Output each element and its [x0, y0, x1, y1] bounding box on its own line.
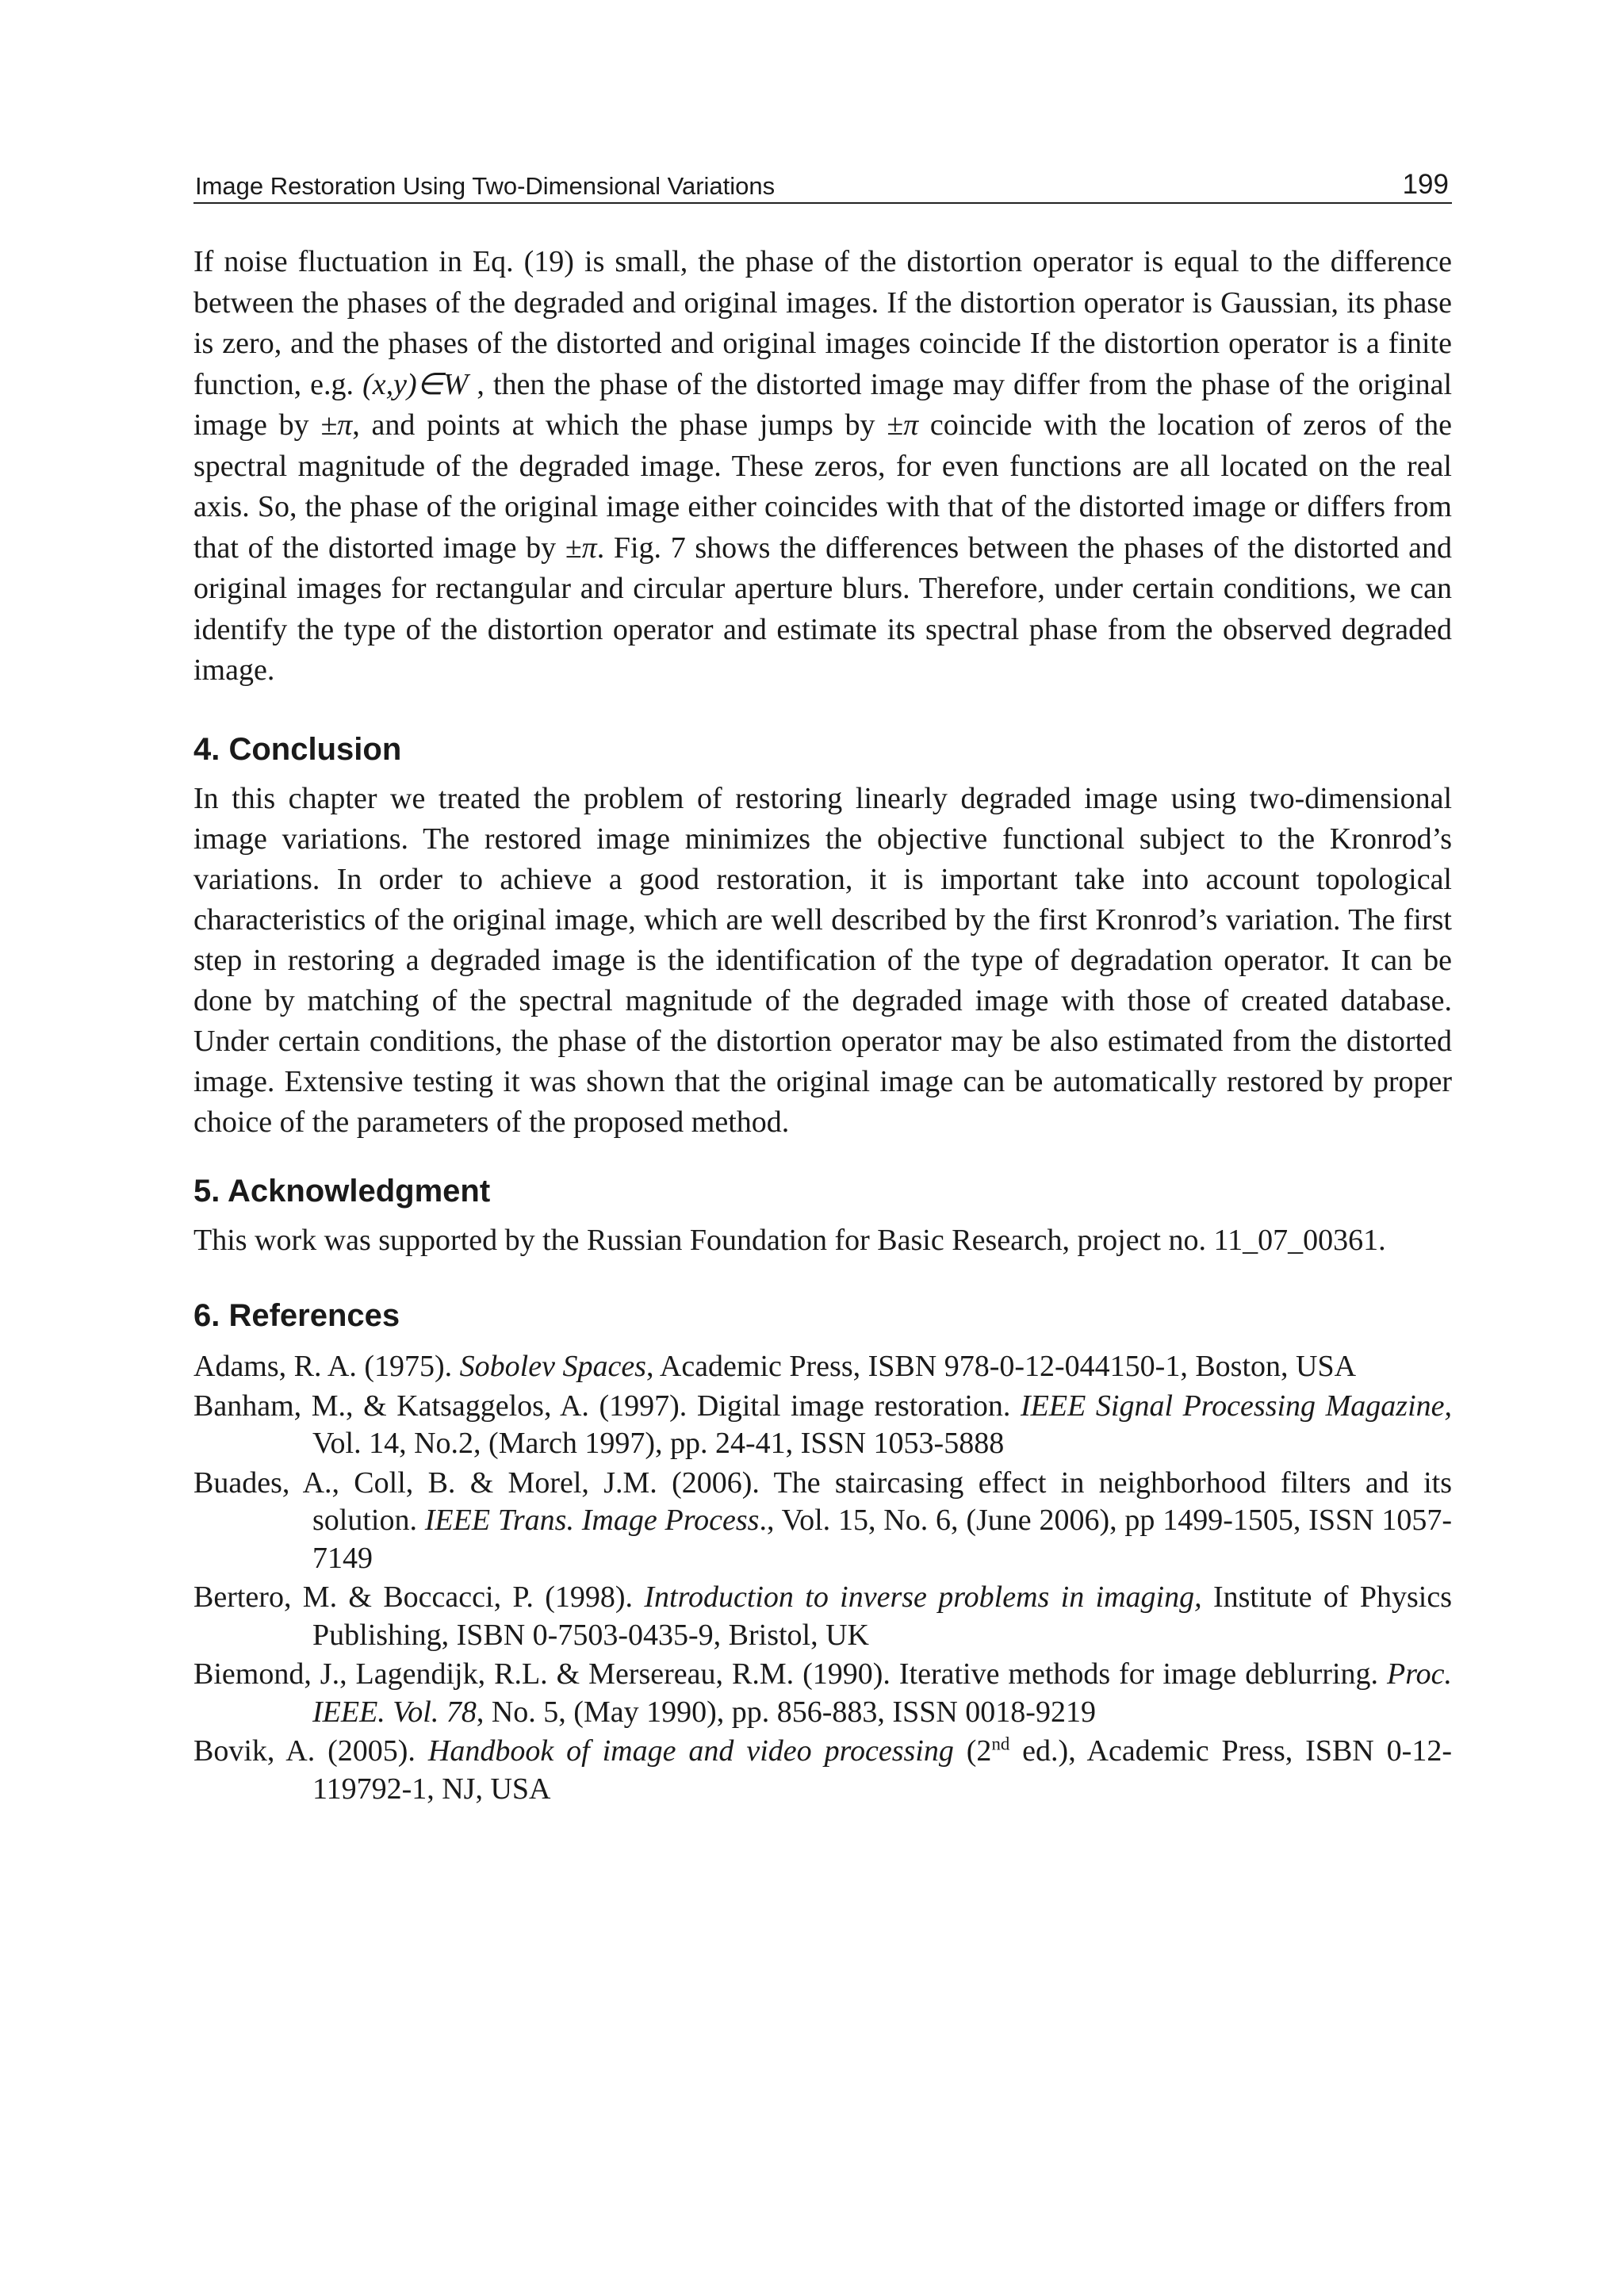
plus-minus-pi: ±π [565, 531, 597, 565]
reference-item: Banham, M., & Katsaggelos, A. (1997). Digital image restoration. IEEE Signal Processing Magazine, Vol. 14, No.2, (March 1997), pp. 24-41, ISSN 1053-5888 [193, 1389, 1452, 1460]
running-header [193, 163, 1452, 204]
intro-text-2: , then the phase of the distorted image may differ from the phase of the original image by [193, 367, 1452, 442]
reference-item: Bovik, A. (2005). Handbook of image and video processing (2nd ed.), Academic Press, ISBN 0-12-119792-1, NJ, USA [193, 1734, 1452, 1806]
reference-item: Biemond, J., Lagendijk, R.L. & Mersereau, R.M. (1990). Iterative methods for image deblurring. Proc. IEEE. Vol. 78, No. 5, (May 1990), pp. 856-883, ISSN 0018-9219 [193, 1657, 1452, 1729]
plus-minus-pi: ±π [887, 408, 919, 442]
reference-item: Bertero, M. & Boccacci, P. (1998). Introduction to inverse problems in imaging, Institute of Physics Publishing, ISBN 0-7503-0435-9, Bristol, UK [193, 1580, 1453, 1652]
plus-minus-pi: ±π [320, 408, 353, 442]
page-body [193, 242, 1452, 1810]
inline-math: (x,y)∈W [362, 367, 469, 401]
section-heading-acknowledgment: 5. Acknowledgment [193, 1173, 491, 1209]
reference-item: Adams, R. A. (1975). Sobolev Spaces, Academic Press, ISBN 978-0-12-044150-1, Boston, USA [193, 1350, 1357, 1383]
reference-list [193, 1348, 1452, 1808]
intro-text-5: . Fig. 7 shows the differences between the phases of the distorted and original images for rectangular and circular aperture blurs. Therefore, under certain conditions, we can identify the type of the distortion operator and estimate its spectral phase from the observed degraded image. [193, 531, 1452, 687]
intro-paragraph [193, 242, 1452, 692]
page-number: 199 [1402, 169, 1449, 200]
acknowledgment-paragraph: This work was supported by the Russian Foundation for Basic Research, project no. 11_07_00361. [193, 1223, 1386, 1257]
intro-text-3: , and points at which the phase jumps by [352, 408, 887, 442]
section-heading-conclusion: 4. Conclusion [193, 731, 402, 767]
intro-text-1: If noise fluctuation in Eq. (19) is small, the phase of the distortion operator is equal to the difference between the phases of the degraded and original images. If the distortion operator is Gaussian, its phase is zero, and the phases of the distorted and original images coincide If the distortion operator is a finite function, e.g. [193, 245, 1452, 401]
intro-text-4: coincide with the location of zeros of the spectral magnitude of the degraded image. These zeros, for even functions are all located on the real axis. So, the phase of the original image either coincides with that of the distorted image or differs from that of the distorted image by [193, 408, 1452, 565]
reference-item: Buades, A., Coll, B. & Morel, J.M. (2006). The staircasing effect in neighborhood filters and its solution. IEEE Trans. Image Process., Vol. 15, No. 6, (June 2006), pp 1499-1505, ISSN 1057-7149 [193, 1465, 1452, 1575]
running-title: Image Restoration Using Two-Dimensional Variations [195, 172, 776, 200]
section-heading-references: 6. References [193, 1298, 400, 1333]
conclusion-paragraph: In this chapter we treated the problem of restoring linearly degraded image using two-dimensional image variations. The restored image minimizes the objective functional subject to the Kronrod’s variations. In order to achieve a good restoration, it is important take into account topological characteristics of the original image, which are well described by the first Kronrod’s variation. The first step in restoring a degraded image is the identification of the type of degradation operator. It can be done by matching of the spectral magnitude of the degraded image with those of created database. Under certain conditions, the phase of the distortion operator may be also estimated from the distorted image. Extensive testing it was shown that the original image can be automatically restored by proper choice of the parameters of the proposed method. [193, 781, 1452, 1139]
